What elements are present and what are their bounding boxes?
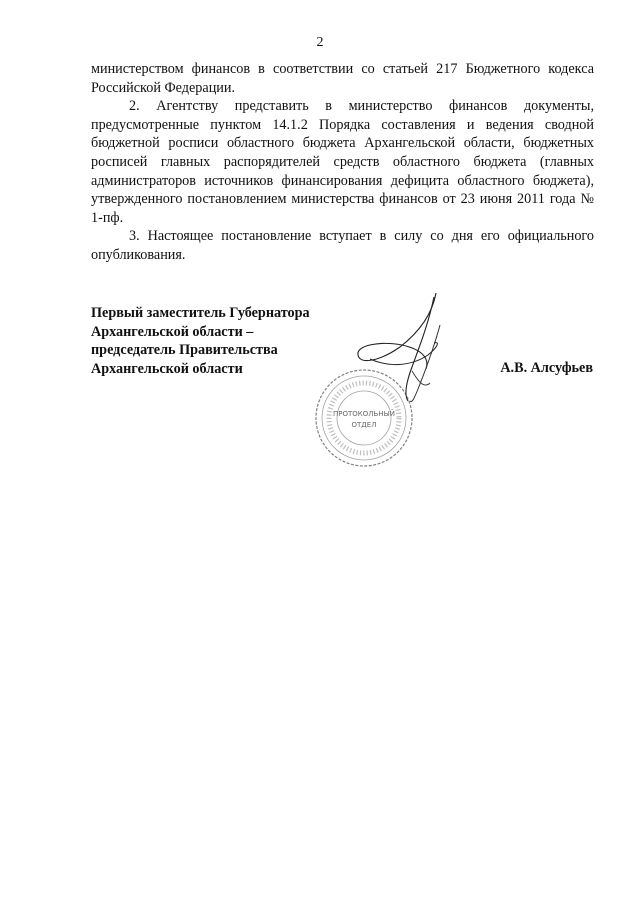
paragraph-3: 3. Настоящее постановление вступает в силу со дня его официального опубликования. (91, 228, 594, 263)
signatory-name: А.В. Алсуфьев (500, 360, 593, 376)
paragraph-2: 2. Агентству представить в министерство финансов документы, предусмотренные пунктом 14.1.2 Порядка составления и ведения сводной бюджетной росписи областного бюджета Архангельской области, бюджетных росписей главных распорядителей средств областного бюджета (главных администраторов источников финансирования дефицита областного бюджета), утвержденного постановлением министерства финансов от 23 июня 2011 года № 1-пф. (91, 98, 594, 226)
stamp-center-text-2: ОТДЕЛ (351, 421, 377, 429)
official-seal-icon (300, 285, 470, 485)
stamp-and-signature (300, 285, 470, 485)
signatory-title-line-2: Архангельской области – (91, 323, 254, 340)
page-number: 2 (316, 35, 324, 50)
signatory-title-line-1: Первый заместитель Губернатора (91, 305, 310, 321)
document-body (91, 60, 594, 265)
signatory-title-line-4: Архангельской области (91, 360, 243, 377)
stamp-center-text-1: ПРОТОКОЛЬНЫЙ (332, 410, 396, 418)
paragraph-1: министерством финансов в соответствии со статьей 217 Бюджетного кодекса Российской Федерации. (91, 61, 594, 96)
signatory-title-line-3: председатель Правительства (91, 342, 278, 359)
